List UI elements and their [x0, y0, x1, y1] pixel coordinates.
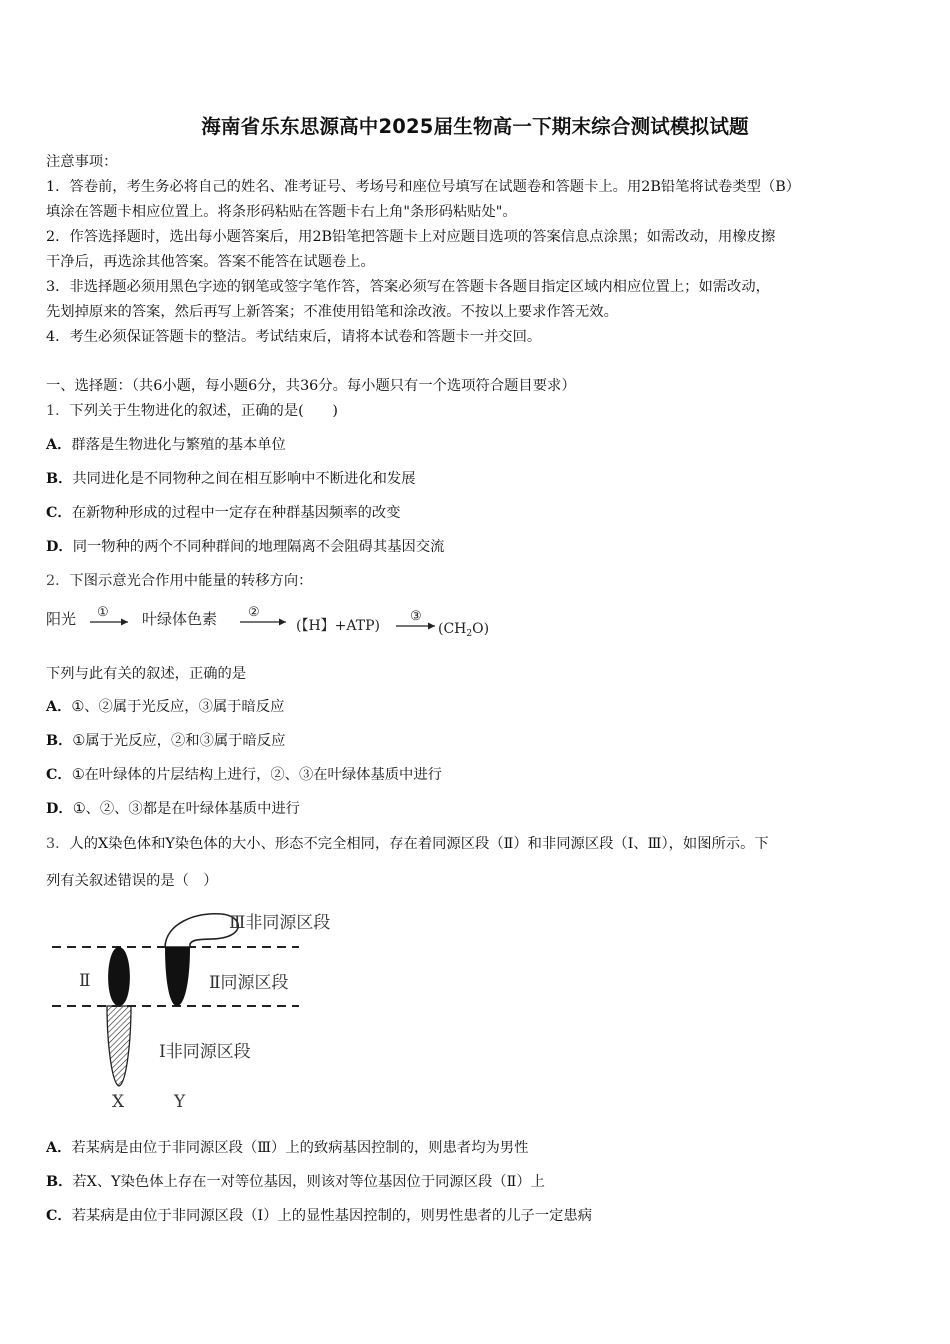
option-letter: D．	[46, 539, 73, 555]
question-3-stem-cont: 列有关叙述错误的是（ ）	[46, 873, 218, 889]
option-text: 若某病是由位于非同源区段（Ⅲ）上的致病基因控制的，则患者均为男性	[71, 1140, 529, 1156]
option-text: ①属于光反应，②和③属于暗反应	[72, 733, 286, 749]
label-ii-left: Ⅱ	[79, 971, 91, 991]
option-text: 同一物种的两个不同种群间的地理隔离不会阻碍其基因交流	[72, 539, 445, 555]
option-letter: C．	[46, 505, 72, 521]
chlorophyll-label: 叶绿体色素	[142, 610, 218, 628]
option-d	[46, 537, 444, 557]
option-letter: B．	[46, 1174, 73, 1190]
sunlight-label: 阳光	[46, 610, 77, 628]
question-2-stem	[46, 571, 312, 591]
option-letter: C．	[46, 767, 72, 783]
notice-line: 先划掉原来的答案，然后再写上新答案；不准使用铅笔和涂改液。不按以上要求作答无效。	[46, 304, 618, 320]
question-1-stem	[46, 401, 338, 421]
question-number: 1．	[46, 403, 70, 419]
page-title: 海南省乐东思源高中2025届生物高一下期末综合测试模拟试题	[201, 115, 749, 138]
option-text: 若X、Y染色体上存在一对等位基因，则该对等位基因位于同源区段（Ⅱ）上	[72, 1174, 545, 1190]
notice-line: 4．考生必须保证答题卡的整洁。考试结束后，请将本试卷和答题卡一并交回。	[46, 329, 542, 345]
notice-line: 2．作答选择题时，选出每小题答案后，用2B铅笔把答题卡上对应题目选项的答案信息点涂黑；如需改动，用橡皮擦	[46, 229, 776, 245]
option-text: 在新物种形成的过程中一定存在种群基因频率的改变	[71, 505, 401, 521]
option-text: ①在叶绿体的片层结构上进行，②、③在叶绿体基质中进行	[71, 767, 442, 783]
option-c	[46, 765, 442, 785]
energy-transfer-diagram	[40, 598, 510, 646]
xy-chromosome-diagram	[44, 904, 374, 1114]
option-letter: D．	[46, 801, 73, 817]
notice-line: 3．非选择题必须用黑色字迹的钢笔或签字笔作答，答案必须写在答题卡各题目指定区域内相应位置上；如需改动，	[46, 279, 770, 295]
option-text: ①、②、③都是在叶绿体基质中进行	[72, 801, 300, 817]
option-c	[46, 503, 401, 523]
question-text: 人的X染色体和Y染色体的大小、形态不完全相同，存在着同源区段（Ⅱ）和非同源区段（I、Ⅲ），如图所示。下	[69, 836, 769, 852]
notice-line: 干净后，再选涂其他答案。答案不能答在试题卷上。	[46, 254, 375, 270]
step-1-label: ①	[97, 605, 109, 620]
option-b	[46, 1172, 545, 1192]
option-a	[46, 435, 286, 455]
notice-heading: 注意事项：	[46, 154, 118, 170]
y-chromosome-nonhomologous-iii	[165, 914, 238, 947]
option-text: ①、②属于光反应，③属于暗反应	[71, 699, 285, 715]
question-3-stem	[46, 834, 769, 854]
label-iii-nonhomologous: Ⅲ非同源区段	[229, 913, 331, 933]
arrowhead-icon	[121, 619, 128, 626]
arrowhead-icon	[279, 619, 286, 626]
label-x: X	[112, 1092, 125, 1112]
option-text: 群落是生物进化与繁殖的基本单位	[71, 437, 286, 453]
ch2o-label: $(CH_2O)$	[438, 621, 490, 639]
question-text: 下图示意光合作用中能量的转移方向：	[69, 573, 313, 589]
option-letter: B．	[46, 471, 73, 487]
option-letter: A．	[46, 699, 72, 715]
option-letter: A．	[46, 1140, 72, 1156]
option-a	[46, 1138, 528, 1158]
h-atp-label: (【H】+ATP)	[296, 618, 380, 634]
option-b	[46, 469, 416, 489]
option-d	[46, 799, 300, 819]
question-number: 2．	[46, 573, 70, 589]
step-2-label: ②	[248, 605, 260, 620]
question-number: 3．	[46, 836, 70, 852]
option-letter: A．	[46, 437, 72, 453]
label-y: Y	[174, 1092, 186, 1112]
step-3-label: ③	[410, 609, 422, 624]
option-text: 共同进化是不同物种之间在相互影响中不断进化和发展	[72, 471, 416, 487]
option-letter: C．	[46, 1208, 72, 1224]
question-2-lead: 下列与此有关的叙述，正确的是	[46, 666, 247, 682]
question-text: 下列关于生物进化的叙述，正确的是( )	[69, 403, 338, 419]
option-c	[46, 1206, 592, 1226]
y-chromosome-homologous-segment	[165, 947, 190, 1006]
notice-line: 填涂在答题卡相应位置上。将条形码粘贴在答题卡右上角"条形码粘贴处"。	[46, 204, 517, 220]
label-ii-homologous: Ⅱ同源区段	[209, 973, 289, 993]
option-letter: B．	[46, 733, 73, 749]
option-b	[46, 731, 285, 751]
option-text: 若某病是由位于非同源区段（Ⅰ）上的显性基因控制的，则男性患者的儿子一定患病	[71, 1208, 593, 1224]
x-chromosome-nonhomologous-segment	[107, 1006, 131, 1086]
label-i-nonhomologous: Ⅰ非同源区段	[159, 1042, 251, 1062]
section-heading: 一、选择题：（共6小题，每小题6分，共36分。每小题只有一个选项符合题目要求）	[46, 378, 576, 394]
notice-line: 1．答卷前，考生务必将自己的姓名、准考证号、考场号和座位号填写在试题卷和答题卡上。用2B铅笔将试卷类型（B）	[46, 179, 801, 195]
arrowhead-icon	[428, 623, 435, 630]
option-a	[46, 697, 284, 717]
x-chromosome-homologous-segment	[108, 947, 130, 1006]
